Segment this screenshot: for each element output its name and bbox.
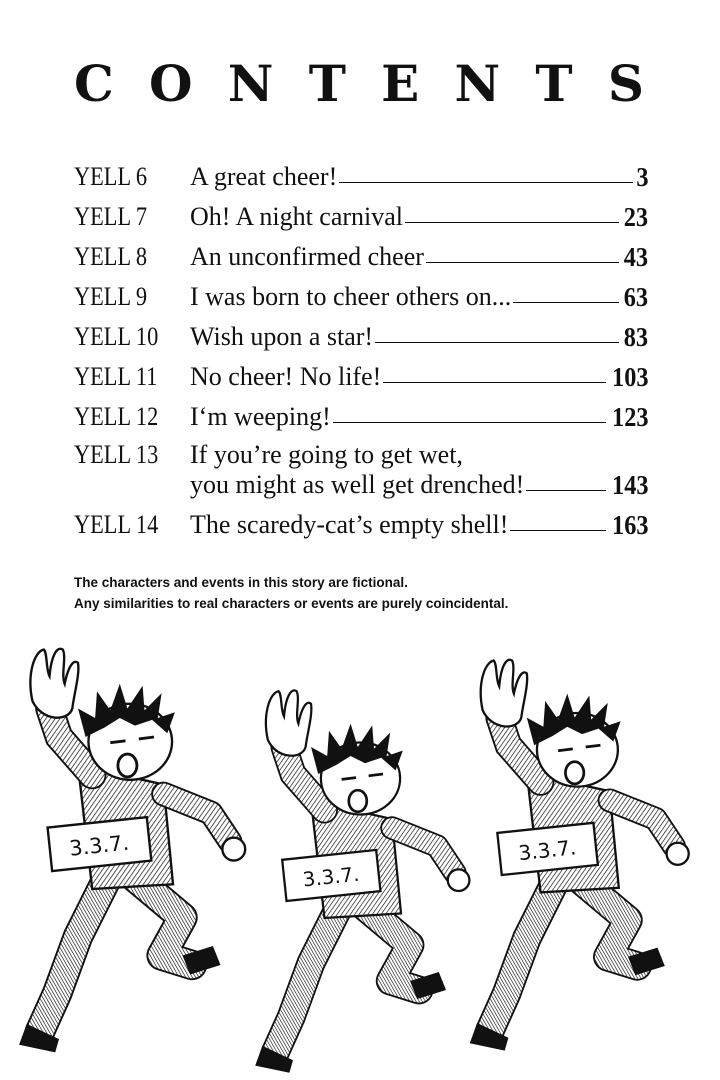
dot-leader: [426, 262, 619, 263]
chapter-number: YELL 8: [74, 242, 148, 271]
cheering-characters-illustration: [0, 640, 720, 1080]
heading-letter: O: [149, 54, 193, 113]
toc-entry: [74, 352, 648, 392]
toc-entry: [74, 232, 648, 272]
chapter-number: YELL 7: [74, 202, 148, 231]
disclaimer-line: The characters and events in this story are fictional.: [74, 575, 408, 590]
sign-text: 3.3.7.: [517, 835, 578, 866]
dot-leader: [405, 222, 619, 223]
chapter-title: The scaredy-cat’s empty shell!: [190, 510, 509, 539]
chapter-title: No cheer! No life!: [190, 362, 382, 391]
dot-leader: [333, 422, 606, 423]
chapter-title: Oh! A night carnival: [190, 202, 404, 231]
chapter-title: A great cheer!: [190, 162, 338, 191]
dot-leader: [383, 382, 605, 383]
page-number: 83: [623, 322, 648, 352]
page-number: 103: [611, 362, 648, 392]
dot-leader: [513, 302, 619, 303]
page-number: 63: [623, 282, 648, 312]
chapter-number: YELL 14: [74, 510, 159, 539]
page-number: 123: [611, 402, 648, 432]
chapter-number: YELL 13: [74, 440, 159, 469]
table-of-contents: [74, 152, 648, 540]
heading-letter: S: [607, 54, 644, 113]
chapter-number: YELL 10: [74, 322, 159, 351]
sign-text: 3.3.7.: [301, 862, 361, 892]
toc-entry: [74, 192, 648, 232]
heading-letter: T: [535, 54, 573, 113]
chapter-number: YELL 9: [74, 282, 148, 311]
page-number: 3: [635, 162, 648, 192]
chapter-title: I‘m weeping!: [190, 402, 331, 431]
heading-letter: T: [308, 54, 346, 113]
chapter-title: Wish upon a star!: [190, 322, 374, 351]
contents-heading: [74, 54, 644, 113]
disclaimer-line: Any similarities to real characters or events are purely coincidental.: [74, 596, 509, 611]
heading-letter: C: [74, 54, 114, 113]
dot-leader: [375, 342, 619, 343]
chapter-title: An unconfirmed cheer: [190, 242, 424, 271]
dot-leader: [339, 182, 632, 183]
toc-entry: [74, 392, 648, 432]
chapter-number: YELL 6: [74, 162, 148, 191]
heading-letter: E: [381, 54, 420, 113]
toc-entry: [74, 272, 648, 312]
chapter-title: If you’re going to get wet, you might as well get drenched!: [190, 440, 525, 499]
page-number: 143: [611, 470, 648, 500]
cheerer-figure-middle: [255, 690, 469, 1072]
heading-letter: N: [227, 54, 274, 113]
page-number: 43: [623, 242, 648, 272]
heading-letter: N: [454, 54, 501, 113]
toc-entry: [74, 312, 648, 352]
chapter-number: YELL 12: [74, 402, 159, 431]
toc-entry: [74, 432, 648, 500]
disclaimer: [74, 572, 674, 614]
cheerer-figure-right: [470, 660, 689, 1051]
toc-entry: [74, 500, 648, 540]
chapter-number: YELL 11: [74, 362, 158, 391]
sign-text: 3.3.7.: [68, 830, 131, 861]
dot-leader: [510, 530, 605, 531]
page-number: 23: [623, 202, 648, 232]
dot-leader: [526, 490, 605, 491]
chapter-title: I was born to cheer others on...: [190, 282, 512, 311]
toc-entry: [74, 152, 648, 192]
cheerer-figure-left: [19, 649, 245, 1053]
page-number: 163: [611, 510, 648, 540]
